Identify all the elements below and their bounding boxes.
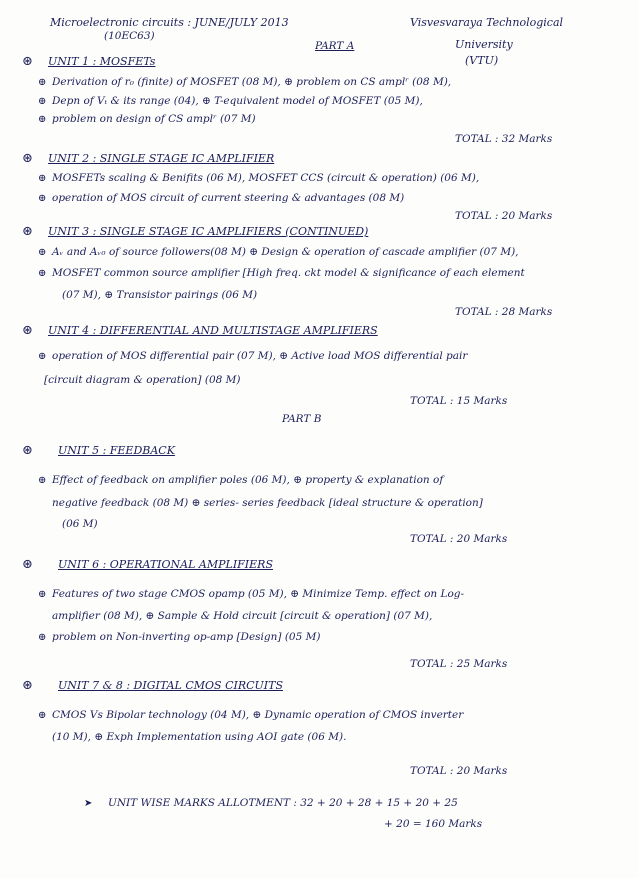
bullet-icon: ⊕ [38,475,47,486]
bullet-icon: ⊕ [38,77,47,88]
unit-6-item-1: Features of two stage CMOS opamp (05 M), ⊕ Minimize Temp. effect on Log- [52,588,465,600]
unit-star-icon: ⊛ [22,151,33,166]
unit-4-title: UNIT 4 : DIFFERENTIAL AND MULTISTAGE AMPLIFIERS [48,324,378,337]
unit-1-item-2: Depn of Vₜ & its range (04), ⊕ T-equivalent model of MOSFET (05 M), [52,95,423,107]
unit-3-item-1: Aᵥ and Aᵥ₀ of source followers(08 M) ⊕ Design & operation of cascade amplifier (07 M), [52,246,519,258]
arrow-icon: ➤ [84,798,93,809]
unit-6-item-2: amplifier (08 M), ⊕ Sample & Hold circuit [circuit & operation] (07 M), [52,610,433,622]
unit-4-total: TOTAL : 15 Marks [410,395,508,407]
unit-6-item-3: problem on Non-inverting op-amp [Design] (05 M) [52,631,321,643]
bullet-icon: ⊕ [38,710,47,721]
unit-5-total: TOTAL : 20 Marks [410,533,508,545]
unit-1-title: UNIT 1 : MOSFETs [48,55,156,68]
part-b-heading: PART B [282,413,322,425]
university-name-line1: Visvesvaraya Technological [410,16,564,29]
subject-title: Microelectronic circuits : JUNE/JULY 2013 [50,16,289,29]
unit-star-icon: ⊛ [22,678,33,693]
bullet-icon: ⊕ [38,96,47,107]
unit-star-icon: ⊛ [22,54,33,69]
unit-3-total: TOTAL : 28 Marks [455,306,553,318]
allotment-line-2: + 20 = 160 Marks [384,818,483,830]
part-a-heading: PART A [315,40,355,52]
unit-7-8-title: UNIT 7 & 8 : DIGITAL CMOS CIRCUITS [58,679,284,692]
unit-2-item-1: MOSFETs scaling & Benifits (06 M), MOSFET CCS (circuit & operation) (06 M), [52,172,480,184]
bullet-icon: ⊕ [38,173,47,184]
bullet-icon: ⊕ [38,247,47,258]
bullet-icon: ⊕ [38,268,47,279]
university-name-line2: University [455,38,513,51]
unit-5-title: UNIT 5 : FEEDBACK [58,444,175,457]
unit-6-total: TOTAL : 25 Marks [410,658,508,670]
bullet-icon: ⊕ [38,114,47,125]
unit-2-title: UNIT 2 : SINGLE STAGE IC AMPLIFIER [48,152,275,165]
unit-4-item-1: operation of MOS differential pair (07 M), ⊕ Active load MOS differential pair [52,350,468,362]
bullet-icon: ⊕ [38,193,47,204]
unit-star-icon: ⊛ [22,557,33,572]
unit-7-8-item-2: (10 M), ⊕ Exph Implementation using AOI gate (06 M). [52,731,347,743]
unit-7-8-item-1: CMOS Vs Bipolar technology (04 M), ⊕ Dynamic operation of CMOS inverter [52,709,464,721]
unit-1-item-1: Derivation of r₀ (finite) of MOSFET (08 M), ⊕ problem on CS amplʳ (08 M), [52,76,452,88]
unit-1-item-3: problem on design of CS amplʳ (07 M) [52,113,256,125]
unit-4-item-2: [circuit diagram & operation] (08 M) [44,374,241,386]
unit-3-item-2: MOSFET common source amplifier [High freq. ckt model & significance of each element [52,267,525,279]
university-name-line3: (VTU) [465,54,499,67]
unit-3-item-3: (07 M), ⊕ Transistor pairings (06 M) [62,289,258,301]
unit-5-item-1: Effect of feedback on amplifier poles (06 M), ⊕ property & explanation of [52,474,444,486]
unit-7-8-total: TOTAL : 20 Marks [410,765,508,777]
unit-star-icon: ⊛ [22,443,33,458]
unit-5-item-2: negative feedback (08 M) ⊕ series- series feedback [ideal structure & operation] [52,497,483,509]
unit-2-item-2: operation of MOS circuit of current steering & advantages (08 M) [52,192,405,204]
unit-1-total: TOTAL : 32 Marks [455,133,553,145]
allotment-line-1: UNIT WISE MARKS ALLOTMENT : 32 + 20 + 28 + 15 + 20 + 25 [108,797,458,809]
unit-2-total: TOTAL : 20 Marks [455,210,553,222]
unit-5-item-3: (06 M) [62,518,98,530]
bullet-icon: ⊕ [38,589,47,600]
unit-3-title: UNIT 3 : SINGLE STAGE IC AMPLIFIERS (CONTINUED) [48,225,369,238]
bullet-icon: ⊕ [38,351,47,362]
subject-code: (10EC63) [104,30,155,42]
bullet-icon: ⊕ [38,632,47,643]
unit-6-title: UNIT 6 : OPERATIONAL AMPLIFIERS [58,558,273,571]
unit-star-icon: ⊛ [22,323,33,338]
unit-star-icon: ⊛ [22,224,33,239]
